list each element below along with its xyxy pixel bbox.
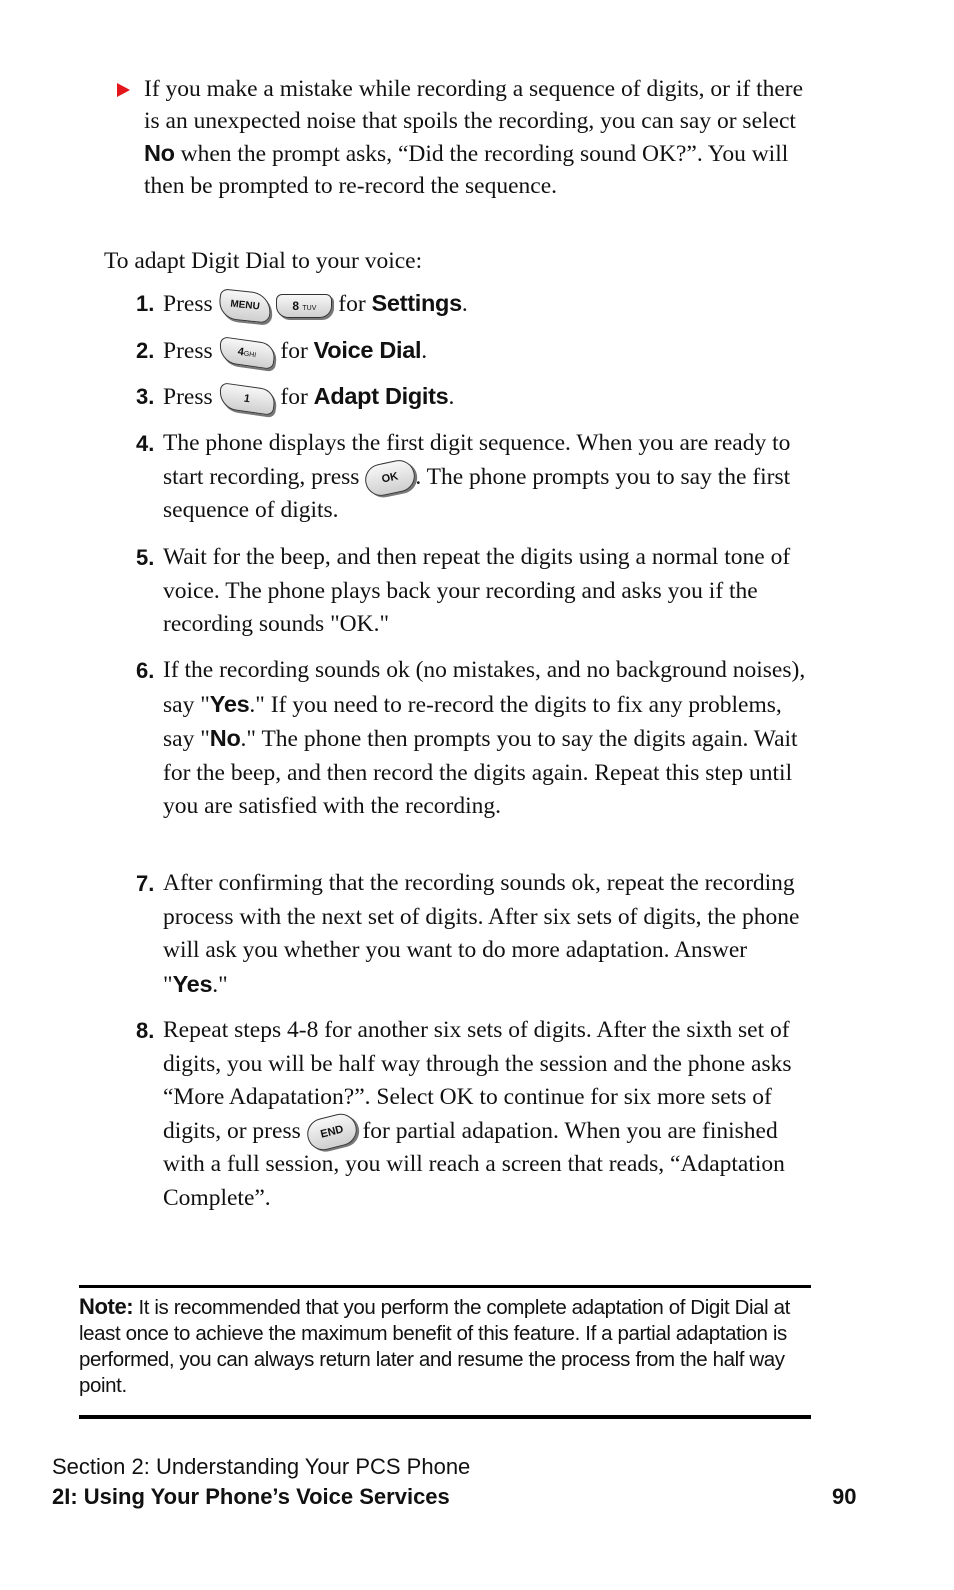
step-1: [136, 287, 808, 322]
key-1-icon: 1: [217, 382, 276, 416]
step-8: [136, 1014, 808, 1215]
tip-bold-no: No: [144, 140, 175, 166]
bullet-arrow-icon: [117, 83, 130, 97]
key-4-sublabel: GHI: [242, 350, 256, 359]
note-label: Note:: [79, 1294, 134, 1319]
step-5: [136, 541, 808, 642]
note-top-rule: [79, 1285, 811, 1288]
footer-section: Section 2: Understanding Your PCS Phone: [52, 1454, 471, 1479]
step-bold-yes: Yes: [172, 970, 213, 997]
intro-text: To adapt Digit Dial to your voice:: [104, 248, 423, 274]
tip-bullet: [117, 73, 807, 202]
step-text: Press: [163, 338, 213, 364]
step-text: Wait for the beep, and then repeat the digits using a normal tone of voice. The phone plays back your recording and asks you if the recording sounds "OK.": [163, 544, 791, 637]
tip-text: [144, 73, 807, 202]
ok-key-icon: OK: [363, 457, 419, 499]
note-box: [79, 1294, 819, 1399]
step-bold-term: Settings: [371, 290, 462, 316]
key-4-label: 4: [236, 345, 245, 359]
step-text: After confirming that the recording sounds ok, repeat the recording process with the next set of digits. After six sets of digits, the phone will ask you whether you want to do more adaptation. Answer ": [163, 870, 800, 998]
step-text: If the recording sounds ok (no mistakes, and no background noises), say ": [163, 657, 806, 718]
step-text: for: [280, 384, 308, 410]
tip-text-part1: If you make a mistake while recording a sequence of digits, or if there is an unexpected noise that spoils the recording, you can say or select: [144, 76, 804, 134]
footer-chapter: 2I: Using Your Phone’s Voice Services: [52, 1484, 450, 1509]
step-7: [136, 867, 808, 1002]
step-text: Press: [163, 291, 213, 317]
note-bottom-rule: [79, 1415, 811, 1419]
step-bold-term: Adapt Digits: [313, 383, 449, 409]
step-number: 1.: [136, 291, 155, 316]
step-number: 7.: [136, 871, 155, 896]
tip-text-part2: when the prompt asks, “Did the recording sound OK?”. You will then be prompted to re-record the sequence.: [144, 141, 789, 199]
note-text: It is recommended that you perform the complete adaptation of Digit Dial at least once to achieve the maximum benefit of this feature. If a partial adaptation is performed, you can always return later and resume the process from the half way point.: [79, 1296, 790, 1397]
step-text: for partial adapation. When you are finished with a full session, you will reach a screen that reads, “Adaptation Complete”.: [163, 1117, 785, 1211]
key-8-label: 8: [292, 298, 300, 313]
step-bold-term: Voice Dial: [313, 337, 422, 363]
step-number: 4.: [136, 431, 155, 456]
step-number: 8.: [136, 1018, 155, 1043]
step-text: .: [448, 384, 455, 410]
step-bold-yes: Yes: [209, 690, 250, 717]
end-key-icon: END: [303, 1111, 359, 1154]
step-number: 6.: [136, 658, 155, 683]
step-text: ." The phone then prompts you to say the digits again. Wait for the beep, and then record the digits again. Repeat this step until you are satisfied with the recording.: [163, 726, 798, 819]
step-4: [136, 427, 808, 528]
step-text: .": [212, 971, 228, 998]
step-text: ." If you need to re-record the digits to fix any problems, say ": [163, 691, 782, 752]
menu-key-icon: MENU: [217, 288, 272, 323]
key-8-icon: [276, 294, 332, 318]
step-text: .: [421, 338, 428, 364]
step-number: 2.: [136, 338, 155, 363]
step-text: Press: [163, 384, 213, 410]
key-4-icon: [217, 336, 276, 370]
step-2: [136, 334, 808, 369]
step-text: Repeat steps 4-8 for another six sets of digits. After the sixth set of digits, you will be half way through the session and the phone asks “More Adapatation?”. Select OK to continue for six more sets of digits, or press: [163, 1017, 792, 1144]
step-text: for: [338, 291, 366, 317]
step-number: 3.: [136, 384, 155, 409]
step-text: .: [461, 291, 468, 317]
step-bold-no: No: [209, 725, 241, 751]
key-8-sublabel: TUV: [302, 304, 317, 312]
step-6: [136, 654, 808, 824]
step-text: . The phone prompts you to say the first sequence of digits.: [163, 463, 791, 524]
page-number: 90: [832, 1484, 857, 1509]
step-text: for: [280, 338, 308, 364]
step-number: 5.: [136, 545, 155, 570]
step-text: The phone displays the first digit sequence. When you are ready to start recording, press: [163, 430, 791, 490]
step-3: [136, 380, 808, 415]
